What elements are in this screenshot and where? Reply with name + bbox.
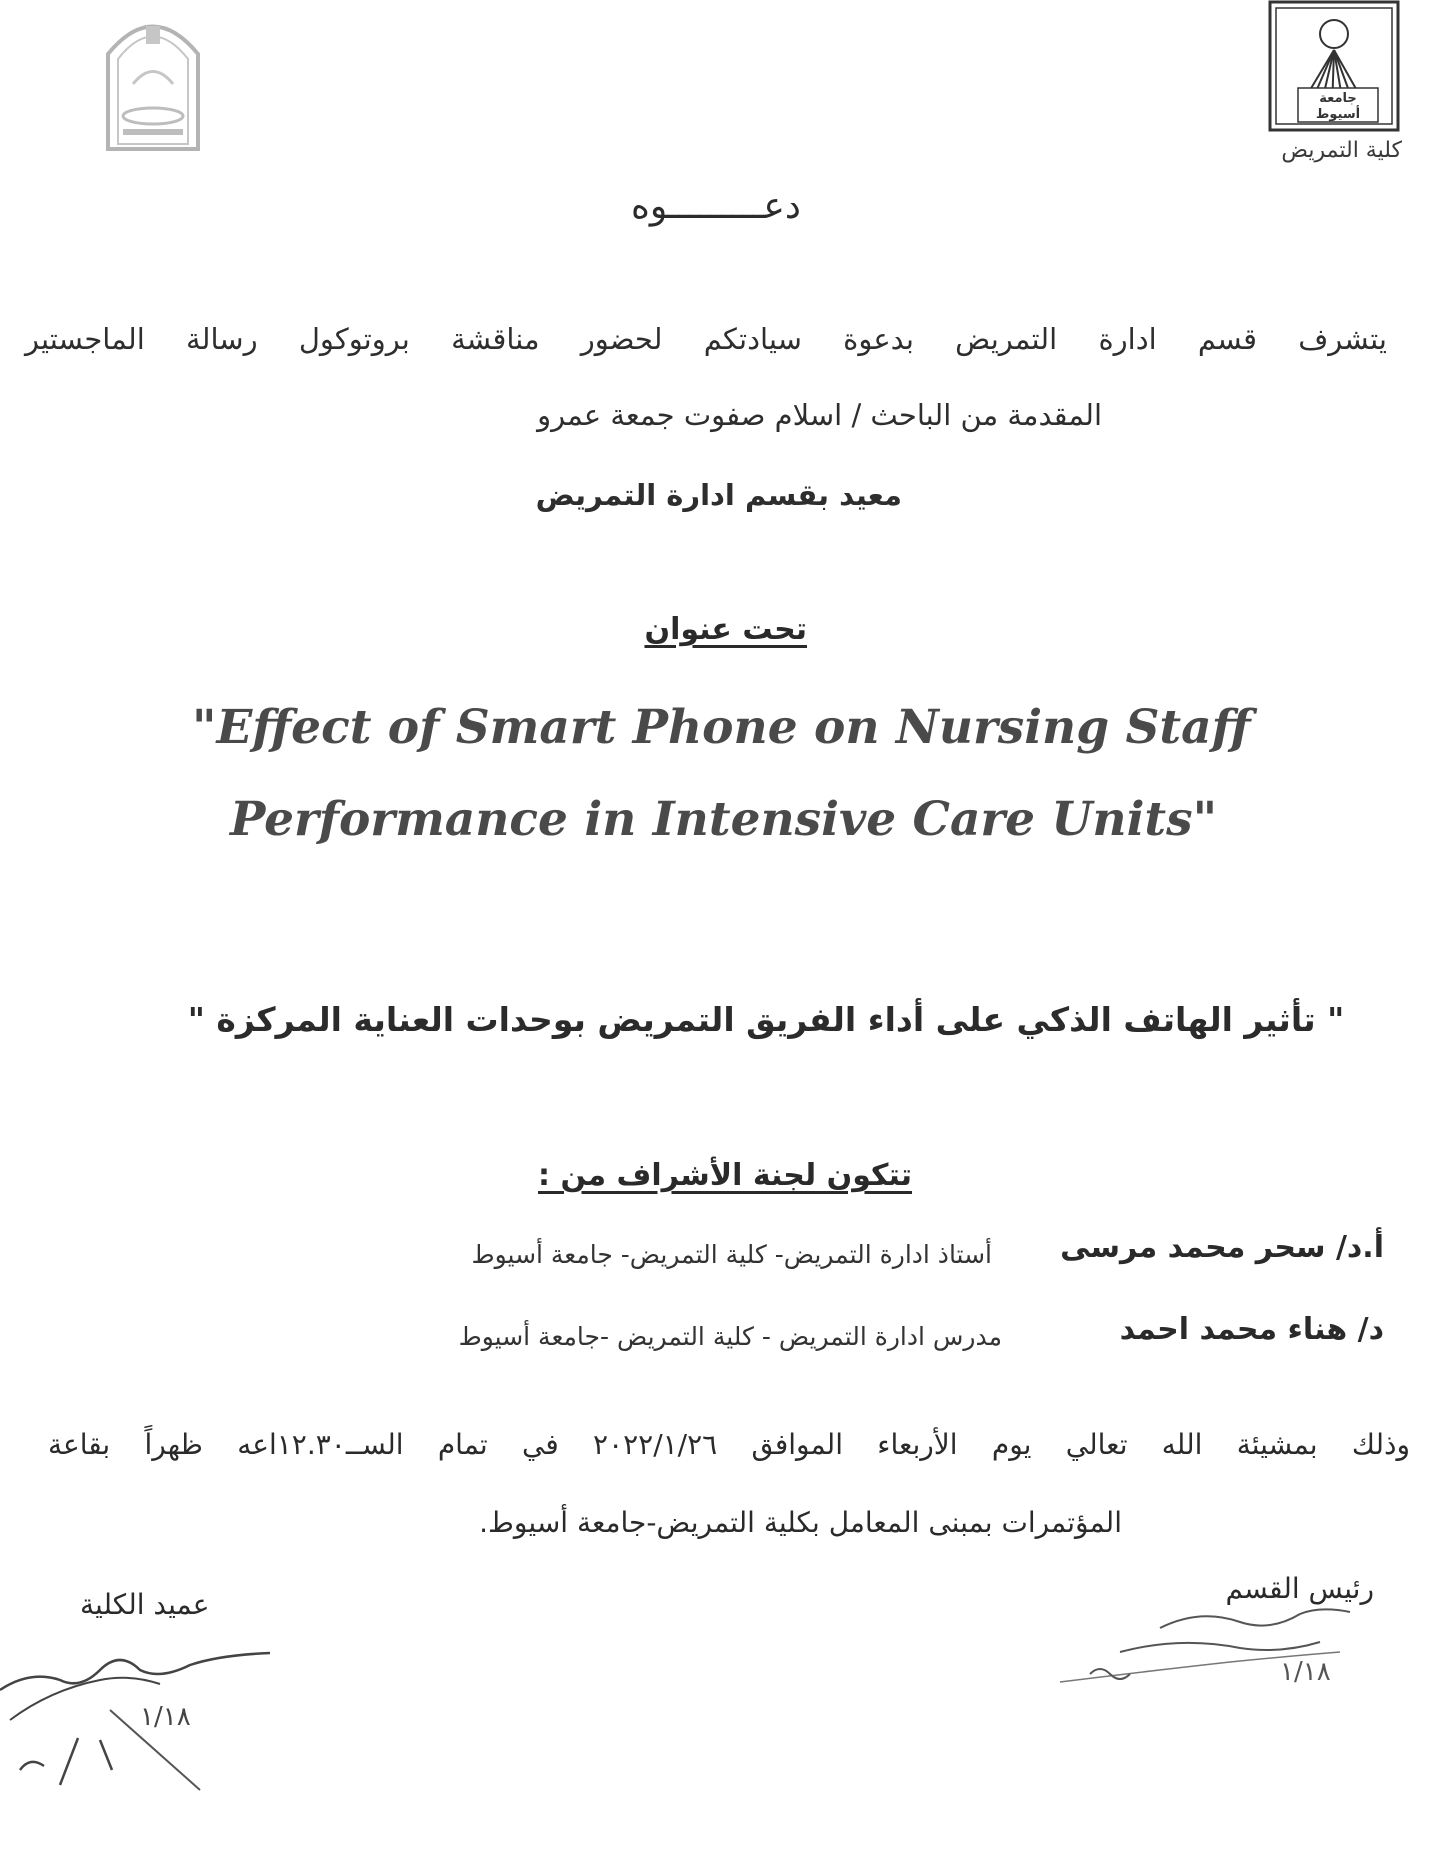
english-title-line-1: "Effect of Smart Phone on Nursing Staff <box>192 700 1251 755</box>
dean-signature <box>0 1620 290 1800</box>
department-head-signature <box>1040 1600 1370 1710</box>
arabic-title: " تأثير الهاتف الذكي على أداء الفريق التمريض بوحدات العناية المركزة " <box>187 1000 1345 1039</box>
department-head-date: ١/١٨ <box>1280 1657 1331 1687</box>
committee-heading: تتكون لجنة الأشراف من : <box>538 1158 912 1193</box>
svg-text:جامعة: جامعة <box>1319 91 1357 106</box>
schedule-line-1: وذلك بمشيئة الله تعالي يوم الأربعاء الموافق ٢٠٢٢/١/٢٦ في تمام الســ١٢.٣٠اعه ظهراً بقاعة <box>48 1428 1411 1461</box>
invitation-title-text: دعـــــــــوه <box>631 186 801 227</box>
dean-date: ١/١٨ <box>140 1702 191 1732</box>
intro-line-2: المقدمة من الباحث / اسلام صفوت جمعة عمرو <box>537 398 1102 432</box>
intro-line-3: معيد بقسم ادارة التمريض <box>535 478 902 512</box>
svg-text:أسيوط: أسيوط <box>1315 107 1361 122</box>
committee-member-role: مدرس ادارة التمريض - كلية التمريض -جامعة أسيوط <box>458 1322 1002 1351</box>
faculty-name: كلية التمريض <box>1281 138 1402 163</box>
dean-label: عميد الكلية <box>80 1588 210 1621</box>
committee-member-role: أستاذ ادارة التمريض- كلية التمريض- جامعة أسيوط <box>471 1240 992 1269</box>
committee-member-name: أ.د/ سحر محمد مرسى <box>1060 1230 1384 1265</box>
department-head-label: رئيس القسم <box>1225 1572 1374 1605</box>
schedule-line-2: المؤتمرات بمبنى المعامل بكلية التمريض-جامعة أسيوط. <box>479 1506 1122 1539</box>
under-title-label: تحت عنوان <box>644 612 807 647</box>
english-title-line-2: Performance in Intensive Care Units" <box>230 792 1218 847</box>
committee-member-name: د/ هناء محمد احمد <box>1119 1312 1384 1347</box>
intro-line-1: يتشرف قسم ادارة التمريض بدعوة سيادتكم لحضور مناقشة بروتوكول رسالة الماجستير <box>25 322 1387 356</box>
invitation-title <box>0 186 1432 227</box>
faculty-seal-icon <box>88 4 218 154</box>
university-logo <box>1268 0 1400 132</box>
